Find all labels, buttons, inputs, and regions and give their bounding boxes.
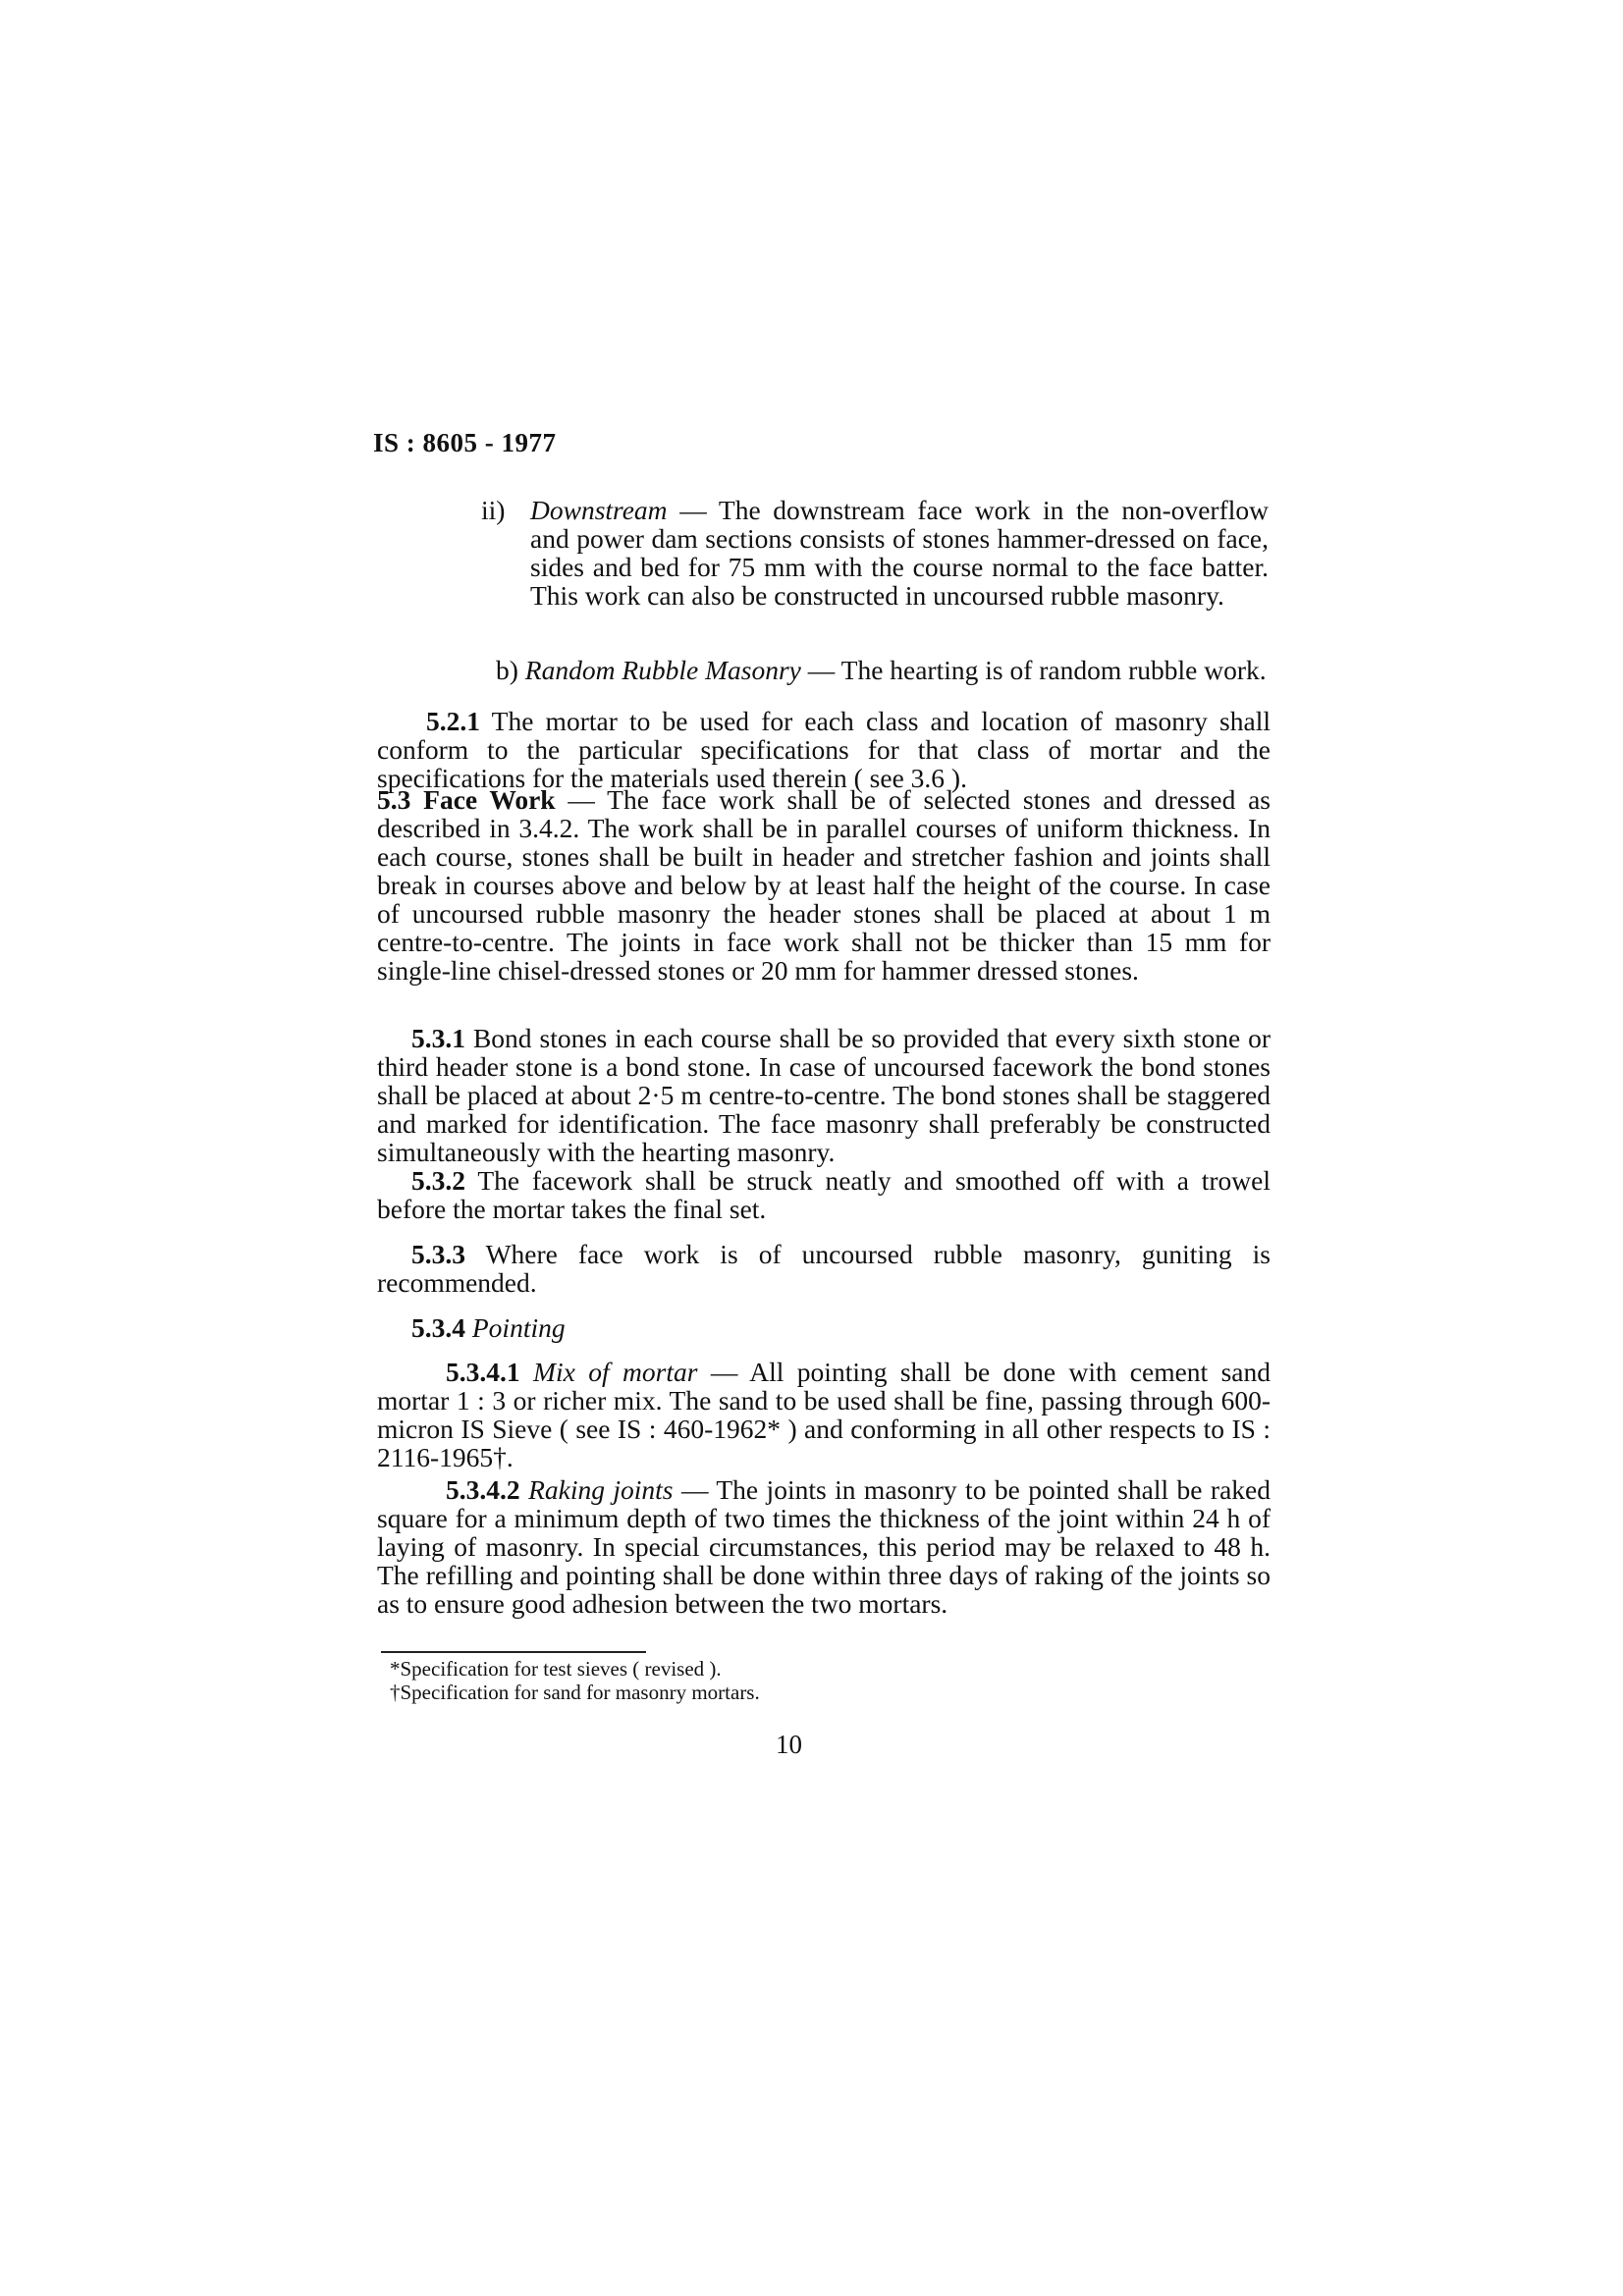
- para-5-3-2-text: The facework shall be struck neatly and smoothed off with a trowel before the mortar takes the final set.: [377, 1165, 1271, 1224]
- para-ii-downstream: [481, 495, 1269, 611]
- footnote-sand-mortars: †Specification for sand for masonry mortars.: [390, 1681, 760, 1704]
- para-5-3-number: 5.3: [377, 784, 411, 815]
- para-5-3-1-number: 5.3.1: [411, 1023, 465, 1053]
- standard-designation: IS : 8605 - 1977: [373, 428, 557, 457]
- para-5-3-4-2: [377, 1475, 1271, 1618]
- para-5-3-text: The face work shall be of selected stones and dressed as described in 3.4.2. The work shall be in parallel courses of uniform thickness. In each course, stones shall be built in header and stretcher fashion and joints shall break in courses above and below by at least half the height of the course. In case of uncoursed rubble masonry the header stones shall be placed at about 1 m centre-to-centre. The joints in face work shall not be thicker than 15 mm for single-line chisel-dressed stones or 20 mm for hammer dressed stones.: [377, 784, 1271, 986]
- para-5-3-4-2-title: Raking joints: [528, 1474, 674, 1505]
- footnote-test-sieves: *Specification for test sieves ( revised ).: [390, 1657, 722, 1681]
- para-5-3-3-text: Where face work is of uncoursed rubble masonry, guniting is recommended.: [377, 1239, 1271, 1298]
- para-5-3-4-1-title: Mix of mortar: [533, 1357, 698, 1387]
- para-5-3-4-2-dash: —: [673, 1474, 717, 1505]
- para-b-title: Random Rubble Masonry: [524, 655, 801, 685]
- para-5-3-4-1-number: 5.3.4.1: [446, 1357, 520, 1387]
- para-ii-text: The downstream face work in the non-overflow and power dam sections consists of stones hammer-dressed on face, sides and bed for 75 mm with the course normal to the face batter. This work can also be constructed in uncoursed rubble masonry.: [530, 495, 1269, 611]
- para-ii-title: Downstream: [530, 495, 668, 525]
- para-5-3-4-1-text: All pointing shall be done with cement sand mortar 1 : 3 or richer mix. The sand to be used shall be fine, passing through 600-micron IS Sieve ( see IS : 460-1962* ) and conforming in all other respects to IS : 2116-1965†.: [377, 1357, 1271, 1472]
- para-b-text: The hearting is of random rubble work.: [840, 655, 1267, 685]
- para-5-3-4-1-dash: —: [697, 1357, 750, 1387]
- para-5-3-4-2-text: The joints in masonry to be pointed shall be raked square for a minimum depth of two times the thickness of the joint within 24 h of laying of masonry. In special circumstances, this period may be relaxed to 48 h. The refilling and pointing shall be done within three days of raking of the joints so as to ensure good adhesion between the two mortars.: [377, 1474, 1271, 1619]
- para-5-3-4-1: [377, 1358, 1271, 1471]
- para-5-2-1-text: The mortar to be used for each class and location of masonry shall conform to the particular specifications for that class of mortar and the specifications for the materials used therein ( see 3.6 ).: [377, 706, 1271, 793]
- para-5-2-1: [377, 707, 1271, 792]
- para-5-2-1-number: 5.2.1: [426, 706, 480, 736]
- para-ii-label: ii): [481, 495, 506, 525]
- para-5-3-4-number: 5.3.4: [411, 1312, 465, 1343]
- para-5-3-2-number: 5.3.2: [411, 1165, 465, 1196]
- para-5-3-1-text: Bond stones in each course shall be so provided that every sixth stone or third header stone is a bond stone. In case of uncoursed facework the bond stones shall be placed at about 2·5 m centre-to-centre. The bond stones shall be staggered and marked for identification. The face masonry shall preferably be constructed simultaneously with the hearting masonry.: [377, 1023, 1271, 1167]
- para-5-3-title: Face Work: [423, 784, 556, 815]
- para-5-3-3-number: 5.3.3: [411, 1239, 465, 1269]
- para-5-3-1: [377, 1024, 1271, 1166]
- para-5-3-4-2-number: 5.3.4.2: [446, 1474, 520, 1505]
- para-5-3-2: [377, 1166, 1271, 1223]
- para-b-label: b): [496, 655, 518, 685]
- para-5-3-face-work: [377, 785, 1271, 985]
- footnotes: [390, 1657, 760, 1704]
- footnote-rule: [381, 1651, 646, 1653]
- para-b-random-rubble: [496, 656, 1281, 684]
- para-5-3-4: [411, 1313, 1271, 1342]
- para-ii-dash: —: [667, 495, 719, 525]
- page-number: 10: [776, 1730, 802, 1759]
- para-5-3-dash: —: [555, 784, 608, 815]
- para-5-3-3: [377, 1240, 1271, 1297]
- para-5-3-4-title: Pointing: [471, 1312, 566, 1343]
- para-b-dash: —: [800, 655, 841, 685]
